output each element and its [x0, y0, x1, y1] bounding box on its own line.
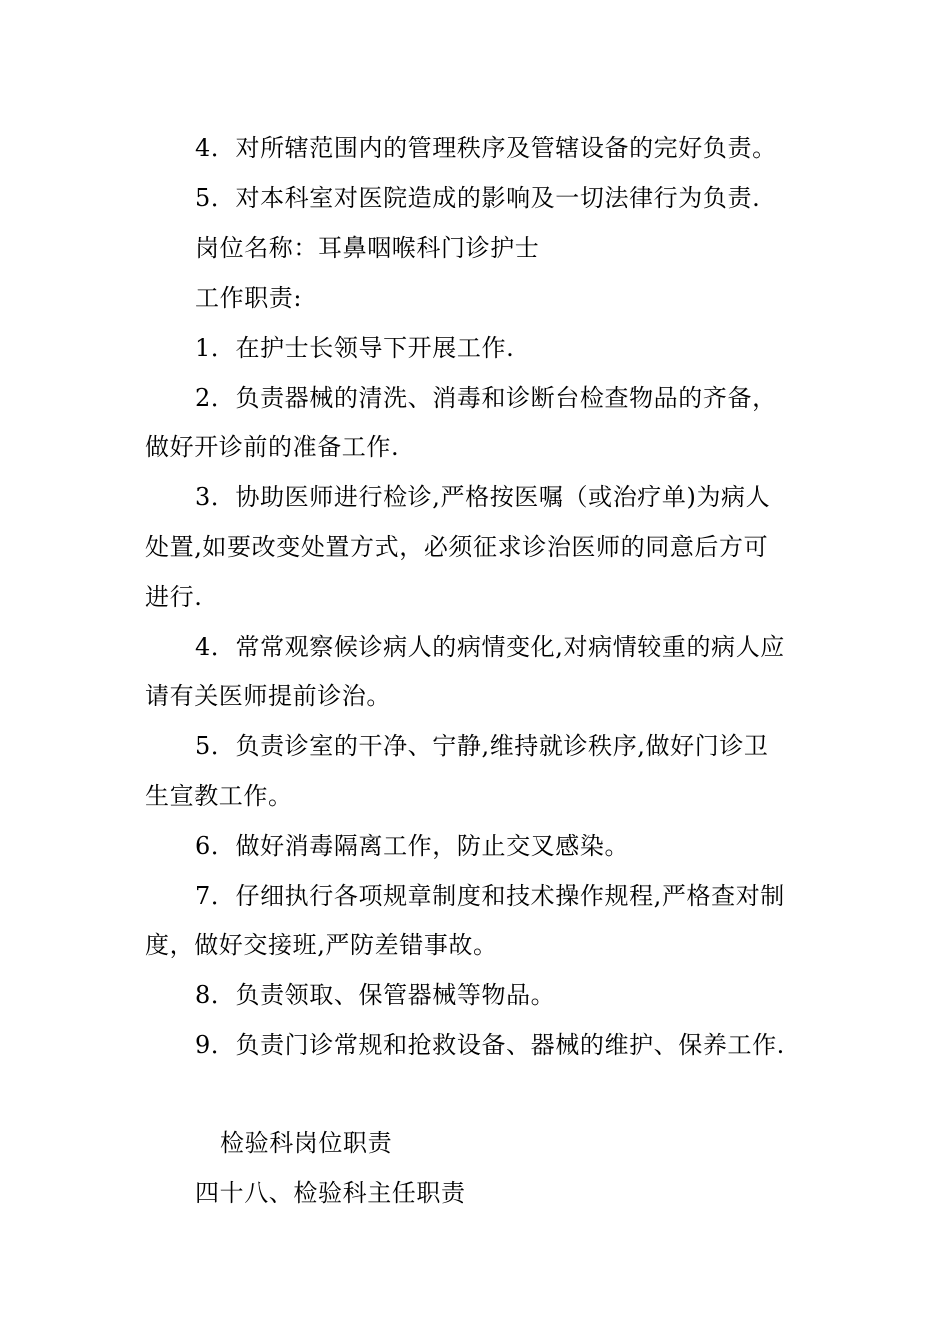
section-title: 检验科岗位职责	[220, 1129, 393, 1157]
duties-heading: 工作职责:	[195, 284, 303, 312]
subsection-heading: 四十八、检验科主任职责	[195, 1179, 466, 1207]
duty-item-4-prev: 4．对所辖范围内的管理秩序及管辖设备的完好负责。	[195, 134, 777, 162]
duty-item-3: 3．协助医师进行检诊,严格按医嘱（或治疗单)为病人	[195, 483, 771, 511]
position-name: 岗位名称：耳鼻咽喉科门诊护士	[195, 234, 540, 262]
duty-item-7-cont: 度，做好交接班,严防差错事故。	[145, 931, 498, 959]
duty-item-5: 5．负责诊室的干净、宁静,维持就诊秩序,做好门诊卫	[195, 732, 769, 760]
duty-item-9: 9．负责门诊常规和抢救设备、器械的维护、保养工作.	[195, 1031, 785, 1059]
duty-item-3-cont-2: 进行.	[145, 583, 203, 611]
duty-item-1: 1．在护士长领导下开展工作.	[195, 334, 515, 362]
duty-item-8: 8．负责领取、保管器械等物品。	[195, 981, 556, 1009]
duty-item-4: 4．常常观察候诊病人的病情变化,对病情较重的病人应	[195, 633, 785, 661]
duty-item-2: 2．负责器械的清洗、消毒和诊断台检查物品的齐备，	[195, 384, 777, 412]
duty-item-5-prev: 5．对本科室对医院造成的影响及一切法律行为负责.	[195, 184, 761, 212]
duty-item-2-cont: 做好开诊前的准备工作.	[145, 433, 400, 461]
duty-item-7: 7．仔细执行各项规章制度和技术操作规程,严格查对制	[195, 882, 785, 910]
duty-item-6: 6．做好消毒隔离工作，防止交叉感染。	[195, 832, 630, 860]
duty-item-5-cont: 生宣教工作。	[145, 782, 293, 810]
duty-item-3-cont: 处置,如要改变处置方式，必须征求诊治医师的同意后方可	[145, 533, 769, 561]
duty-item-4-cont: 请有关医师提前诊治。	[145, 682, 391, 710]
